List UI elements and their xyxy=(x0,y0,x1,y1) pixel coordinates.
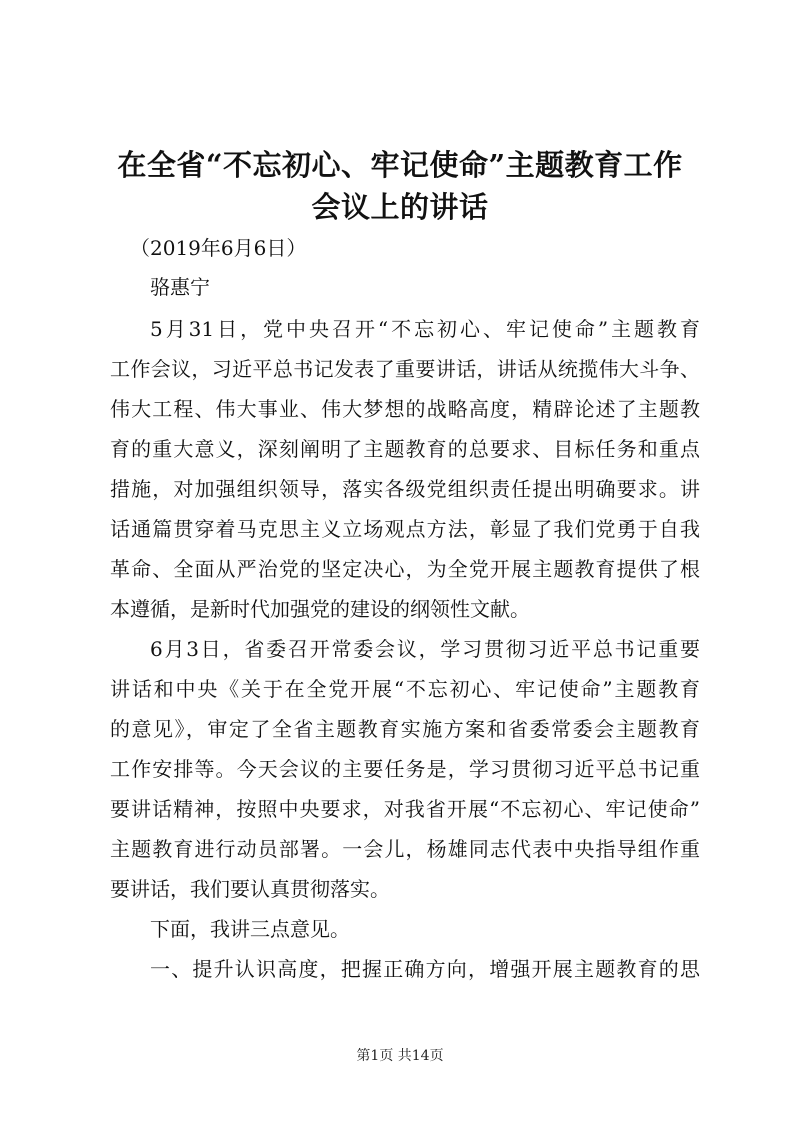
paragraph-line: 话通篇贯穿着马克思主义立场观点方法，彰显了我们党勇于自我 xyxy=(110,517,700,541)
paragraph-line: 主题教育进行动员部署。一会儿，杨雄同志代表中央指导组作重 xyxy=(110,837,700,861)
paragraph-line: 要讲话精神，按照中央要求，对我省开展“不忘初心、牢记使命” xyxy=(110,797,700,821)
paragraph-line: 革命、全面从严治党的坚定决心，为全党开展主题教育提供了根 xyxy=(110,557,700,581)
paragraph-line: 下面，我讲三点意见。 xyxy=(150,917,350,941)
section-heading-line: 一、提升认识高度，把握正确方向，增强开展主题教育的思 xyxy=(150,957,700,981)
paragraph-line: 要讲话，我们要认真贯彻落实。 xyxy=(110,877,390,901)
paragraph-line: 的意见》，审定了全省主题教育实施方案和省委常委会主题教育 xyxy=(110,717,700,741)
speech-author: 骆惠宁 xyxy=(150,275,210,299)
paragraph-line: 本遵循，是新时代加强党的建设的纲领性文献。 xyxy=(110,597,530,621)
document-title-line-2: 会议上的讲话 xyxy=(311,190,489,224)
paragraph-line: 讲话和中央《关于在全党开展“不忘初心、牢记使命”主题教育 xyxy=(110,677,700,701)
paragraph-line: 5月31日，党中央召开“不忘初心、牢记使命”主题教育 xyxy=(150,317,700,341)
page-footer: 第1页 共14页 xyxy=(356,1048,444,1064)
document-title-line-1: 在全省“不忘初心、牢记使命”主题教育工作 xyxy=(117,148,683,182)
paragraph-line: 育的重大意义，深刻阐明了主题教育的总要求、目标任务和重点 xyxy=(110,437,700,461)
paragraph-line: 6月3日，省委召开常委会议，学习贯彻习近平总书记重要 xyxy=(150,637,700,661)
paragraph-line: 伟大工程、伟大事业、伟大梦想的战略高度，精辟论述了主题教 xyxy=(110,397,700,421)
paragraph-line: 工作会议，习近平总书记发表了重要讲话，讲话从统揽伟大斗争、 xyxy=(110,357,700,381)
paragraph-line: 工作安排等。今天会议的主要任务是，学习贯彻习近平总书记重 xyxy=(110,757,700,781)
speech-date: （2019年6月6日） xyxy=(130,236,307,260)
paragraph-line: 措施，对加强组织领导，落实各级党组织责任提出明确要求。讲 xyxy=(110,477,700,501)
